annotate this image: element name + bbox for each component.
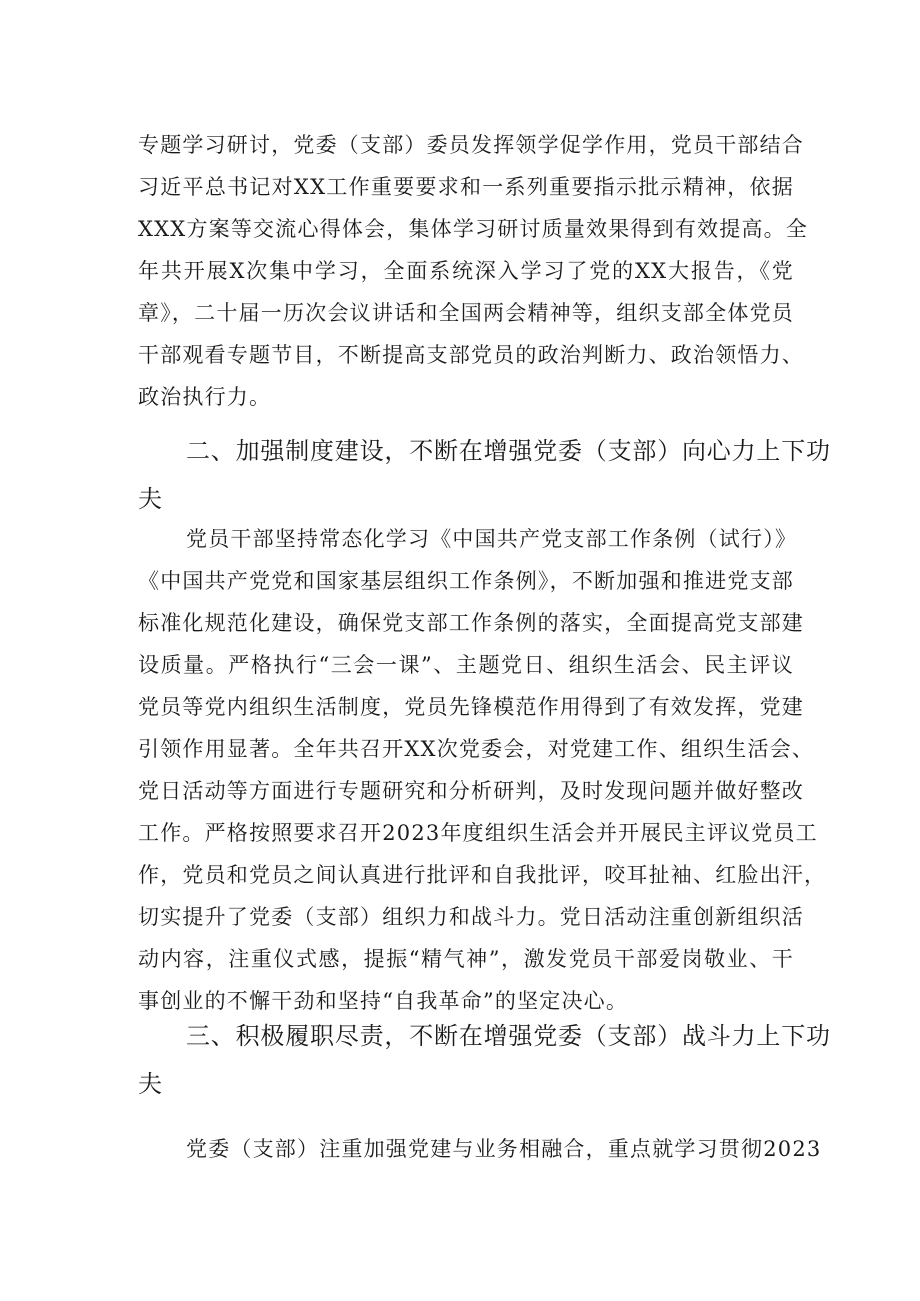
paragraph-line: 党委（支部）注重加强党建与业务相融合，重点就学习贯彻2023 [186,1137,822,1161]
paragraph-line: 政治执行力。 [138,385,272,409]
paragraph-line: 章》，二十届一历次会议讲话和全国两会精神等，组织支部全体党员 [138,301,794,325]
paragraph-line: 党员干部坚持常态化学习《中国共产党支部工作条例（试行）》 [186,527,798,551]
heading-line: 夫 [138,1070,163,1098]
paragraph-duty-performance [138,1128,822,1170]
heading-line: 夫 [138,485,163,513]
paragraph-line: 引领作用显著。全年共召开XX次党委会，对党建工作、组织生活会、 [138,737,815,761]
paragraph-line: 工作。严格按照要求召开2023年度组织生活会并开展民主评议党员工 [138,821,818,845]
paragraph-line: XXX方案等交流心得体会，集体学习研讨质量效果得到有效提高。全 [138,217,809,241]
paragraph-line: 设质量。严格执行“三会一课”、主题党日、组织生活会、民主评议 [138,653,794,677]
paragraph-line: 习近平总书记对XX工作重要要求和一系列重要指示批示精神，依据 [138,175,794,199]
paragraph-line: 标准化规范化建设，确保党支部工作条例的落实，全面提高党支部建 [138,611,804,635]
paragraph-line: 党日活动等方面进行专题研究和分析研判，及时发现问题并做好整改 [138,779,804,803]
paragraph-line: 切实提升了党委（支部）组织力和战斗力。党日活动注重创新组织活 [138,905,804,929]
heading-line: 三、积极履职尽责，不断在增强党委（支部）战斗力上下功 [186,1022,831,1050]
section-heading-two [138,427,831,523]
paragraph-line: 党员等党内组织生活制度，党员先锋模范作用得到了有效发挥，党建 [138,695,804,719]
paragraph-line: 干部观看专题节目，不断提高支部党员的政治判断力、政治领悟力、 [138,343,804,367]
paragraph-line: 事创业的不懈干劲和坚持“自我革命”的坚定决心。 [138,989,629,1013]
paragraph-line: 作，党员和党员之间认真进行批评和自我批评，咬耳扯袖、红脸出汗， [138,863,827,887]
section-heading-three [138,1012,831,1108]
paragraph-system-building [138,518,827,1022]
heading-line: 二、加强制度建设，不断在增强党委（支部）向心力上下功 [186,437,831,465]
paragraph-line: 《中国共产党党和国家基层组织工作条例》，不断加强和推进党支部 [138,569,794,593]
paragraph-line: 专题学习研讨，党委（支部）委员发挥领学促学作用，党员干部结合 [138,133,804,157]
paragraph-line: 动内容，注重仪式感，提振“精气神”，激发党员干部爱岗敬业、干 [138,947,794,971]
paragraph-study-seminar [138,124,809,418]
paragraph-line: 年共开展X次集中学习，全面系统深入学习了党的XX大报告，《党 [138,259,794,283]
